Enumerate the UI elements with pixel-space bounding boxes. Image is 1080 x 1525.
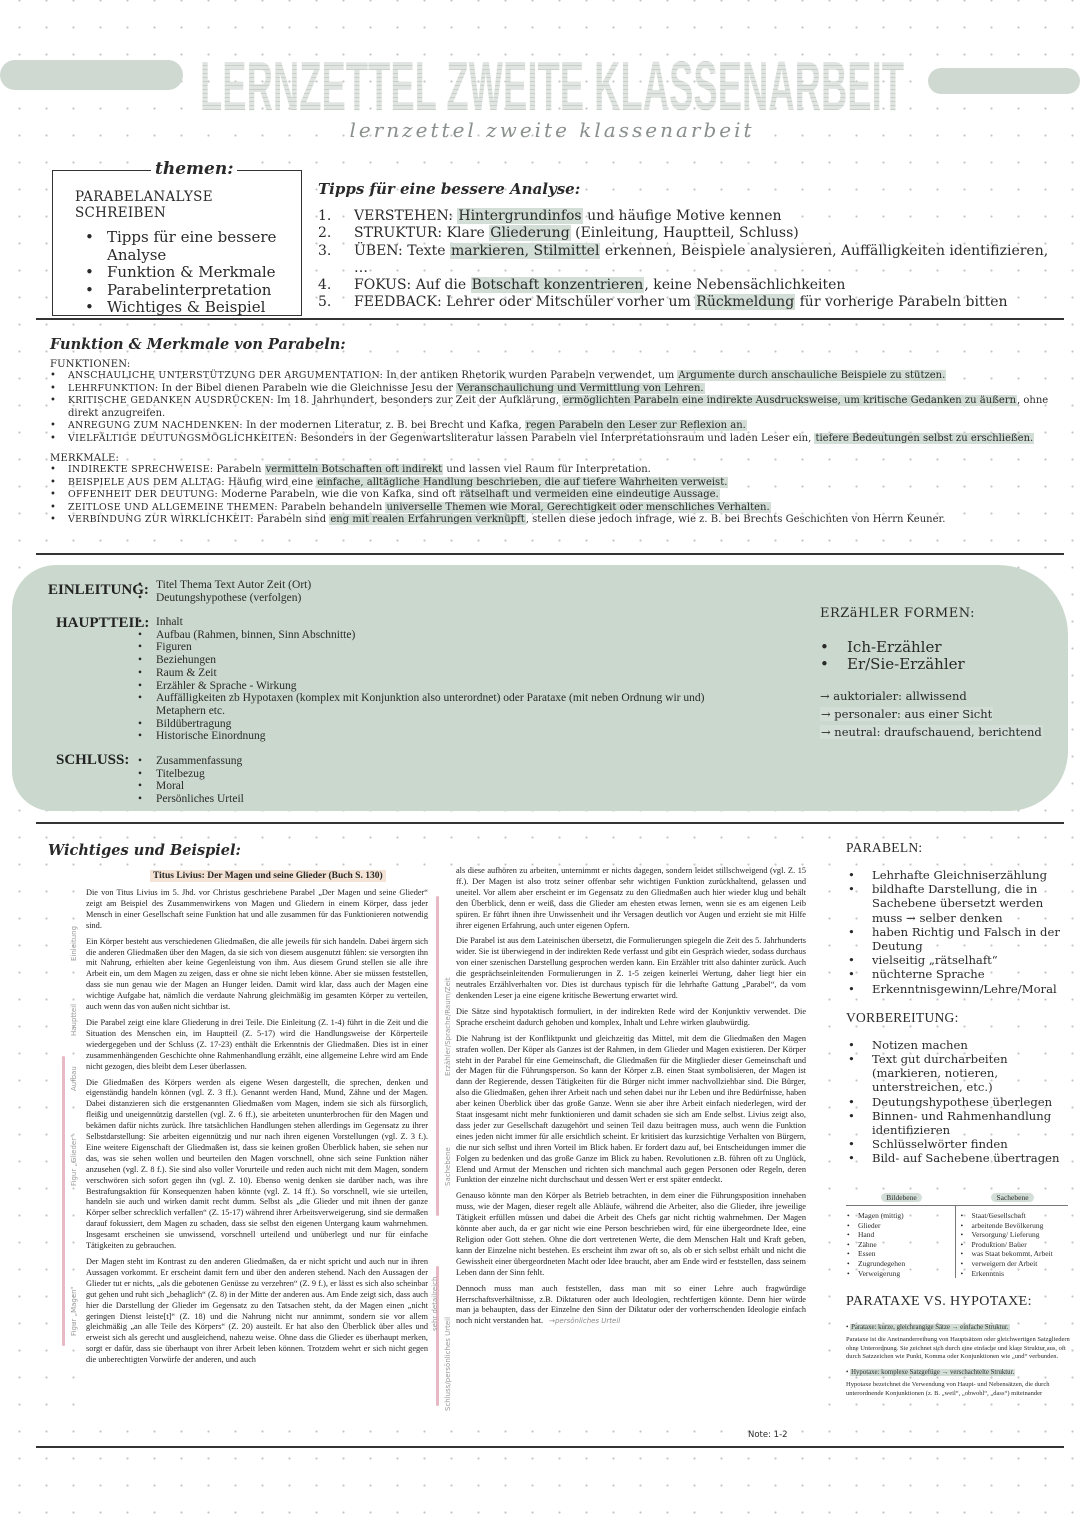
erzaehlverhalten: → personaler: aus einer Sicht bbox=[821, 707, 993, 721]
beispiel-paragraph: Dennoch muss man auch feststellen, dass man mit so einer Lehre auch fragwürdige Herrschaftsverhältnisse, z.B. Diktaturen oder auch Ideologien, rechtfertigen könnte. Denn hier würde man ja behaupten, dass der Einzelne den Sinn der Diktatur oder der vorherrschenden Ideologie einfach noch nicht verstanden hat. →persönliches Urteil bbox=[456, 1283, 806, 1326]
hauptteil-item: • Auffälligkeiten zb Hypotaxen (komplex mit Konjunktion also unterordnet) oder Parataxe (mit neben Ordnung wir und) Metaphern etc. bbox=[136, 692, 736, 717]
merkmale-label: MERKMALE: bbox=[50, 453, 120, 464]
sachebene-item: • Erkenntnis bbox=[960, 1269, 1069, 1279]
tipps-list bbox=[318, 208, 1058, 312]
parabeln-item: • nüchterne Sprache bbox=[846, 967, 1074, 981]
beispiel-paragraph: Der Magen steht im Kontrast zu den anderen Gliedmaßen, da er nicht spricht und auch nur in ihren Aussagen vorkommt. Er erscheint damit fern und über den anderen stehend. Nach den Aussagen der Glieder tut er nichts, „als die gebotenen Genüsse zu verzehren“ (Z. 9 f.), er lässt es sich also scheinbar gut gehen und ruht sich „behaglich“ (Z. 8) in der Mitte der anderen aus. Am Ende zeigt sich, dass auch hier die Darstellung der Glieder im Gegensatz zu den Tatsachen steht, da der Magen einen „nicht geringen Dienst leiste[t]“ (Z. 18) und die Nahrung nicht nur annimmt, sondern sie vor allem gleichmäßig „an alle Teile des Körpers“ (Z. 20) austeilt. Er hat also den Überblick über alles und erweist sich als gerecht und ausgleichend, nahezu weise. Ohne dass die Glieder es überhaupt merken, sorgt er dafür, dass sie überhaupt von ihrer Arbeit leben können. Trotzdem wehrt er sich nicht gegen die unberechtigten Vorwürfe der anderen, und auch bbox=[86, 1257, 428, 1365]
sachebene-item: • arbeitende Bevölkerung bbox=[960, 1221, 1069, 1231]
parabeln-item: • haben Richtig und Falsch in der Deutung bbox=[846, 925, 1074, 953]
hauptteil-item: • Erzähler & Sprache - Wirkung bbox=[136, 680, 736, 693]
margin-note: Figur „Glieder“ bbox=[70, 1134, 78, 1186]
margin-note: Aufbau bbox=[70, 1066, 78, 1091]
page-title: LERNZETTEL ZWEITE KLASSENARBEIT bbox=[200, 47, 904, 118]
title-band-left bbox=[0, 60, 183, 90]
bildebene-item: • Glieder bbox=[846, 1221, 955, 1231]
annotation-persoenliches-urteil: →persönliches Urteil bbox=[549, 1317, 621, 1326]
hauptteil-label: HAUPTTEIL: bbox=[56, 615, 150, 631]
bildebene-item: • Verweigerung bbox=[846, 1269, 955, 1279]
tipp-item: 1. VERSTEHEN: Hintergrundinfos und häufige Motive kennen bbox=[318, 208, 782, 224]
erzaehler-item: • Er/Sie-Erzähler bbox=[820, 656, 1060, 673]
beispiel-paragraph: Die von Titus Livius im 5. Jhd. vor Christus geschriebene Parabel „Der Magen und seine Glieder“ zeigt am Beispiel des Zusammenwirkens von Magen und Gliedern in einem Körper, dass jeder Mensch in einer Gesellschaft seine Funktion hat und alle zusammen für das Funktionieren notwendig sind. bbox=[86, 888, 428, 930]
tipp-item: 5. FEEDBACK: Lehrer oder Mitschüler vorher um Rückmeldung für vorherige Parabeln bitten bbox=[318, 294, 1008, 311]
tipp-item: 4. FOKUS: Auf die Botschaft konzentrieren, keine Nebensächlichkeiten bbox=[318, 277, 846, 294]
beispiel-paragraph: Die Nahrung ist der Konfliktpunkt und gleichzeitig das Mittel, mit dem die Gliedmaßen den Magen strafen wollen. Der Köper als Ganzes ist der Rahmen, in dem Glieder und Magen existieren. Der Körper steht in der Parabel für eine Gemeinschaft, die Gliedmaßen für die Mitglieder dieser Gemeinschaft und der Magen für die Führungsperson. So kann der Körper z.B. einen Staat symbolisieren, der Magen ist dann der Regierende, dessen Tätigkeiten für die Bürger nicht immer nachvollziehbar sind. Die Bürger, also die Gliedmaßen, gehen ihrer Arbeit nach und sehen dabei nur ihr Leben und ihre Bedürfnisse, haben aber keinen Überblick über das große Ganze. Wenn sie aber ihre Arbeit einfach niederlegen, wird der Staat insgesamt nicht mehr funktionieren und damit schaden sie sich am Ende selbst. Livius zeigt also, dass jeder zur Gesellschaft dazugehört und seinen Teil dazu beitragen muss, auch wenn die Funktion eines jeden nicht immer für alle ersichtlich scheint. Er kritisiert das kurzsichtige Verhalten von Bürgern, die nur sich selbst und ihren Vorteil im Blick haben. Er fordert dazu auf, bei Entscheidungen immer die Folgen zu bedenken und das große Ganze im Blick zu haben. Revolutionen z.B. führen oft zu Unglück, Elend und Armut der Menschen und richten sich manchmal auch gegen Personen oder Regeln, deren Funktion der einzelne nicht durchschaut und dessen Wert er erst später entdeckt. bbox=[456, 1033, 806, 1185]
beispiel-paragraph: Die Sätze sind hypotaktisch formuliert, in der indirekten Rede wird der Konjunktiv verwendet. Die Sprache erscheint dadurch gehoben und komplex, Inhalt und Lehre wirken glaubwürdig. bbox=[456, 1006, 806, 1027]
title-band-right bbox=[928, 68, 1080, 94]
schluss-item: • Persönliches Urteil bbox=[136, 793, 736, 806]
margin-marker bbox=[436, 896, 439, 1216]
funktionen-list bbox=[50, 370, 1060, 445]
themen-subtitle: PARABELANALYSE SCHREIBEN bbox=[75, 189, 213, 221]
vorbereitung-item: • Notizen machen bbox=[846, 1038, 1074, 1052]
margin-note: Sachebene bbox=[444, 1147, 452, 1186]
merkmal-item: • VERBINDUNG ZUR WIRKLICHKEIT: Parabeln sind eng mit realen Erfahrungen verknüpft, stellen diese jedoch infrage, wie z. B. bei Brechts Geschichten von Herrn Keuner. bbox=[50, 514, 1060, 527]
bildebene-item: • Zugrundegehen bbox=[846, 1259, 955, 1269]
bildebene-header: Bildebene bbox=[846, 1193, 957, 1202]
grade: Note: 1-2 bbox=[748, 1430, 788, 1440]
hauptteil-item: • Aufbau (Rahmen, binnen, Sinn Abschnitte) bbox=[136, 629, 736, 642]
parabeln-heading: PARABELN: bbox=[846, 840, 923, 855]
funktion-item: • LEHRFUNKTION: In der Bibel dienen Parabeln wie die Gleichnisse Jesu der Veranschaulichung und Vermittlung von Lehren. bbox=[50, 383, 1060, 396]
bildebene-list bbox=[846, 1206, 955, 1278]
merkmal-item: • INDIREKTE SPRECHWEISE: Parabeln vermitteln Botschaften oft indirekt und lassen viel Raum für Interpretation. bbox=[50, 464, 1060, 477]
page-title-script: lernzettel zweite klassenarbeit bbox=[349, 118, 755, 142]
parabeln-item: • Lehrhafte Gleichniserzählung bbox=[846, 868, 1074, 882]
funktion-item: • ANSCHAULICHE UNTERSTÜTZUNG DER ARGUMENTATION: In der antiken Rhetorik wurden Parabeln verwendet, um Argumente durch anschauliche Beispiele zu stützen. bbox=[50, 370, 1060, 383]
page-title-graphic bbox=[196, 46, 908, 118]
tipps-section bbox=[318, 180, 1058, 312]
vorbereitung-item: • Schlüsselwörter finden bbox=[846, 1137, 1074, 1151]
divider bbox=[36, 553, 1064, 555]
sachebene-item: • Staat/Gesellschaft bbox=[960, 1211, 1069, 1221]
vorbereitung-item: • Bild- auf Sachebene übertragen bbox=[846, 1151, 1074, 1165]
einleitung-list bbox=[136, 579, 736, 604]
erzaehlverhalten: → auktorialer: allwissend bbox=[820, 689, 967, 703]
themen-item: • Parabelinterpretation bbox=[79, 282, 301, 300]
margin-marker bbox=[62, 1056, 65, 1346]
parataxe-hypotaxe bbox=[846, 1294, 1071, 1406]
margin-note: Erzähler/Sprache/Raum/Zeit bbox=[444, 977, 452, 1076]
parabeln-list bbox=[846, 868, 1074, 996]
einleitung-item: • Titel Thema Text Autor Zeit (Ort) bbox=[136, 579, 736, 592]
beispiel-paragraph: Die Gliedmaßen des Körpers werden als eigene Wesen dargestellt, die sprechen, denken und eigenständig handeln können (vgl. Z. 3 ff.). Genannt werden Hand, Mund, Zähne und der Magen. Dabei distanzieren sich die erstgenannten Gliedmaßen vom Magen, indem sie sich als fürsorglich, fleißig und uneigennützig darstellen (vgl. Z. 6 ff.), sie arbeiteten ununterbrochen für den Magen und bekämen dafür nichts zurück. Ihre tatsächlichen Handlungen stehen allerdings im Gegensatz zu ihrer Selbstdarstellung: Sie arbeiten eigennützig und nur nach ihren eigenen Vorstellungen (vgl. Z. 3 f.). Eine weitere Eigenschaft der Gliedmaßen ist, dass sie keinen großen Überblick haben, sie sehen nur das, was sie sehen wollen und beurteilen den Magen vorschnell, ohne sich seine Funktion näher anzusehen (vgl. Z. 8 f.). Sie sind also voller Vorurteile und reden auch nicht mit dem Magen, sondern verschwören sich sofort gegen ihn (vgl. Z. 10). Ebenso wenig denken sie darüber nach, was ihre Bestrafungsaktion für Konsequenzen haben könnte (vgl. Z. 14 ff.). So vorschnell, wie sie urteilen, handeln sie auch und wirken damit recht dumm. Selbst als „die Glieder und mit ihnen der ganze Körper selber schrecklich verfallen“ (Z. 15-17) während ihrer Arbeitsverweigerung, sind sie dermaßen darauf fokussiert, dem Magen zu schaden, dass sie selbst den eigenen Untergang kaum wahrnehmen. Insgesamt erscheinen sie unwissend, vorschnell urteilend und unüberlegt und nur für einfache Tätigkeiten zu gebrauchen. bbox=[86, 1077, 428, 1251]
divider bbox=[36, 822, 1064, 824]
hauptteil-item: • Historische Einordnung bbox=[136, 730, 736, 743]
parabeln-item: • bildhafte Darstellung, die in Sachebene übersetzt werden muss → selber denken bbox=[846, 882, 1074, 925]
hauptteil-item: • Figuren bbox=[136, 641, 736, 654]
tipp-item: 2. STRUKTUR: Klare Gliederung (Einleitung, Hauptteil, Schluss) bbox=[318, 225, 799, 242]
einleitung-label: EINLEITUNG: bbox=[48, 582, 149, 598]
margin-note: Hauptteil bbox=[70, 1003, 78, 1036]
tipps-heading: Tipps für eine bessere Analyse: bbox=[318, 180, 581, 198]
beispiel-scan bbox=[70, 866, 816, 1426]
beispiel-paragraph: Die Parabel zeigt eine klare Gliederung in drei Teile. Die Einleitung (Z. 1-4) führt in die Zeit und die Situation des Menschen ein, im Hauptteil (Z. 5-17) wird die Handlungsweise der Körperteile wiedergegeben und der Schluss (Z. 17-23) enthält die Erkenntnis der Gliedmaßen. Dies ist in einer zusammenhängenden Geschichte ohne Rahmenhandlung erzählt, eine allgemeine Lehre wird am Ende nicht gezogen, dies bleibt dem Leser überlassen. bbox=[86, 1017, 428, 1071]
parataxe-heading: PARATAXE VS. HYPOTAXE: bbox=[846, 1294, 1032, 1309]
hypotaxe-title: • Hypotaxe: komplexe Satzgefüge → verschachtelte Struktur. bbox=[846, 1369, 1015, 1377]
divider bbox=[36, 318, 1064, 320]
merkmal-item: • OFFENHEIT DER DEUTUNG: Moderne Parabeln, wie die von Kafka, sind oft rätselhaft und vermeiden eine eindeutige Aussage. bbox=[50, 489, 1060, 502]
bildebene-item: • Essen bbox=[846, 1249, 955, 1259]
beispiel-right-column bbox=[456, 866, 806, 1332]
erzaehler-formen bbox=[820, 606, 1060, 741]
erzaehler-item: • Ich-Erzähler bbox=[820, 639, 1060, 656]
beispiel-heading: Wichtiges und Beispiel: bbox=[48, 842, 241, 859]
divider bbox=[36, 1446, 1064, 1448]
hauptteil-list bbox=[136, 616, 736, 743]
schluss-item: • Zusammenfassung bbox=[136, 755, 736, 768]
hauptteil-item: • Inhalt bbox=[136, 616, 736, 629]
margin-note: Figur „Magen“ bbox=[70, 1286, 78, 1336]
themen-item: • Tipps für eine bessere Analyse bbox=[79, 229, 301, 264]
themen-box bbox=[52, 159, 302, 316]
einleitung-item: • Deutungshypothese (verfolgen) bbox=[136, 592, 736, 605]
themen-heading: themen: bbox=[151, 159, 237, 179]
schluss-list bbox=[136, 755, 736, 806]
parataxe-text: Parataxe ist die Aneinanderreihung von Hauptsätzen oder gleichwertigen Satzgliedern ohne Unterordnung. Sie zeichnet sich durch eine einfache und klare Struktur aus, oft durch Satzzeichen wie Punkt, Komma oder Konjunktionen wie „und“ verbunden. bbox=[846, 1336, 1070, 1360]
beispiel-paragraph: als diese aufhören zu arbeiten, unternimmt er nichts dagegen, sondern leidet stillschweigend (vgl. Z. 15 ff.). Der Magen ist also trotz seiner offenbar sehr wichtigen Funktion zurückhaltend, gelassen und uneitel. Vor allem aber erscheint er im Gegensatz zu den Gliedmaßen auch hier wieder klug und behält den Überblick, denn er weiß, dass die Glieder am ehesten etwas lernen, wenn sie es am eigenen Leib spüren. Er führt ihnen ihre Unwissenheit und ihr Versagen deutlich vor Augen und erzieht sie mit Hilfe ihrer eigenen Erfahrung, auch unter eigenen Opfern. bbox=[456, 866, 806, 930]
bildebene-item: • Zähne bbox=[846, 1240, 955, 1250]
merkmale-list bbox=[50, 464, 1060, 527]
merkmal-item: • BEISPIELE AUS DEM ALLTAG: Häufig wird eine einfache, alltägliche Handlung beschrieben, die auf tiefere Wahrheiten verweist. bbox=[50, 477, 1060, 490]
parabeln-item: • Erkenntnisgewinn/Lehre/Moral bbox=[846, 982, 1074, 996]
right-column bbox=[846, 840, 1074, 1180]
erzaehlverhalten: → neutral: draufschauend, berichtend bbox=[821, 725, 1042, 739]
margin-note: Einleitung bbox=[70, 925, 78, 961]
vorbereitung-item: • Binnen- und Rahmenhandlung identifizieren bbox=[846, 1109, 1074, 1137]
vorbereitung-item: • Text gut durcharbeiten (markieren, notieren, unterstreichen, etc.) bbox=[846, 1052, 1074, 1095]
margin-note: sehr detailreich bbox=[431, 1276, 439, 1331]
beispiel-left-column bbox=[86, 888, 428, 1371]
bild-sach-table bbox=[846, 1193, 1068, 1278]
funktion-heading: Funktion & Merkmale von Parabeln: bbox=[50, 336, 346, 353]
margin-note: Schluss/persönliches Urteil bbox=[444, 1316, 452, 1411]
funktionen-label: FUNKTIONEN: bbox=[50, 359, 131, 370]
beispiel-paragraph: Ein Körper besteht aus verschiedenen Gliedmaßen, die alle jeweils für sich handeln. Dabei ärgern sich die anderen Gliedmaßen über den Magen, da sie sich von diesem ausgenutzt fühlen: sie versorgten ihn mit Nahrung, erhielten aber keine Gegenleistung von ihm. Aus diesem Grund stellen sie alle ihre Arbeit ein, um dem Magen zu zeigen, dass er ohne sie nicht leben könne. Aber sie müssen feststellen, dass sie nun genau wie der Magen an Hunger leiden. Damit wird klar, dass auch der Magen eine wichtige Aufgabe hat, nämlich die verdaute Nahrung gleichmäßig im gesamten Körper zu verteilen, auch wenn das von außen nicht sichtbar ist. bbox=[86, 936, 428, 1012]
beispiel-title: Titus Livius: Der Magen und seine Glieder (Buch S. 130) bbox=[150, 870, 386, 882]
bildebene-item: • Hand bbox=[846, 1230, 955, 1240]
hauptteil-item: • Bildübertragung bbox=[136, 718, 736, 731]
tipp-item: 3. ÜBEN: Texte markieren, Stilmittel erkennen, Beispiele analysieren, Auffälligkeiten identifizieren, … bbox=[318, 242, 1049, 276]
sachebene-item: • Versorgung/ Lieferung bbox=[960, 1230, 1069, 1240]
beispiel-paragraph: Genauso könnte man den Körper als Betrieb betrachten, in dem einer die Führungsposition innehaben muss, wie der Magen, dieser regelt alle Abläufe, während die Arbeiter, also die Glieder, ihre jeweilige Tätigkeit erfüllen müssen und dabei die Arbeit des Chefs gar nicht richtig wahrnehmen. Der Magen könnte aber auch, da er gar nicht wie eine Person beschrieben wird, für eine übergeordnete Idee, eine Religion oder Gott stehen. Ohne die dort vertretenen Werte, die dem Menschen Halt und Kraft geben, kann der Einzelne nicht bestehen. Es erscheint ihm zwar oft so, als ob er sich selbst erhält und nicht die Gewissheit einer übergeordneten Macht oder Idee braucht, aber am Ende wird er feststellen, dass seinem Leben dann der Sinn fehlt. bbox=[456, 1191, 806, 1277]
funktion-item: • ANREGUNG ZUM NACHDENKEN: In der modernen Literatur, z. B. bei Brecht und Kafka, regen Parabeln den Leser zur Reflexion an. bbox=[50, 420, 1060, 433]
funktion-merkmale-section bbox=[50, 336, 1060, 535]
themen-item: • Funktion & Merkmale bbox=[79, 264, 301, 282]
bildebene-item: • Magen (mittig) bbox=[846, 1211, 955, 1221]
beispiel-paragraph: Die Parabel ist aus dem Lateinischen übersetzt, die Formulierungen spiegeln die Zeit des 5. Jahrhunderts wider. Sie ist überwiegend in der indirekten Rede verfasst und gibt ein Gespräch wieder, sodass durchaus von einer szenischen Darstellung gesprochen werden kann. Ein Erzähler tritt also dahinter zurück. Auch die gesprächseinleitenden Formulierungen in Z. 1-5 zeigen keinerlei Wertung, daher liegt hier ein neutrales Erzählverhalten vor. Dies ist durchaus typisch für die lehrhafte Gattung „Parabel“, da vom denkenden Leser ja eine eigene kritische Bewertung erwartet wird. bbox=[456, 936, 806, 1000]
hauptteil-item: • Beziehungen bbox=[136, 654, 736, 667]
vorbereitung-heading: VORBEREITUNG: bbox=[846, 1009, 959, 1025]
merkmal-item: • ZEITLOSE UND ALLGEMEINE THEMEN: Parabeln behandeln universelle Themen wie Moral, Gerechtigkeit oder menschliches Verhalten. bbox=[50, 502, 1060, 515]
sachebene-list bbox=[955, 1206, 1069, 1278]
themen-list bbox=[79, 229, 301, 317]
schluss-item: • Titelbezug bbox=[136, 768, 736, 781]
hypotaxe-text: Hypotaxe bezeichnet die Verwendung von Haupt- und Nebensätzen, die durch unterordnende Konjunktionen (z. B. „weil“, „obwohl“, „dass“) miteinander bbox=[846, 1381, 1050, 1397]
sachebene-header: Sachebene bbox=[957, 1193, 1068, 1202]
funktion-item: • KRITISCHE GEDANKEN AUSDRÜCKEN: Im 18. Jahrhundert, besonders zur Zeit der Aufklärung, ermöglichten Parabeln eine indirekte Ausdrucksweise, um kritische Gedanken zu äußern, ohne direkt anzugreifen. bbox=[50, 395, 1060, 420]
vorbereitung-item: • Deutungshypothese überlegen bbox=[846, 1095, 1074, 1109]
schluss-item: • Moral bbox=[136, 780, 736, 793]
parataxe-title: • Parataxe: kurze, gleichrangige Sätze → einfache Struktur. bbox=[846, 1324, 1009, 1331]
funktion-item: • VIELFÄLTIGE DEUTUNGSMÖGLICHKEITEN: Besonders in der Gegenwartsliteratur lassen Parabeln viel Interpretationsraum und laden Leser ein, tiefere Bedeutungen selbst zu erschließen. bbox=[50, 433, 1060, 446]
hauptteil-item: • Raum & Zeit bbox=[136, 667, 736, 680]
themen-item: • Wichtiges & Beispiel bbox=[79, 299, 301, 317]
schluss-label: SCHLUSS: bbox=[56, 752, 130, 768]
vorbereitung-list bbox=[846, 1038, 1074, 1166]
sachebene-item: • verweigern der Arbeit bbox=[960, 1259, 1069, 1269]
parabeln-item: • vielseitig „rätselhaft“ bbox=[846, 953, 1074, 967]
erzaehler-heading: ERZäHLER FORMEN: bbox=[820, 606, 975, 621]
sachebene-item: • was Staat bekommt, Arbeit bbox=[960, 1249, 1069, 1259]
sachebene-item: • Produktion/ Bauer bbox=[960, 1240, 1069, 1250]
